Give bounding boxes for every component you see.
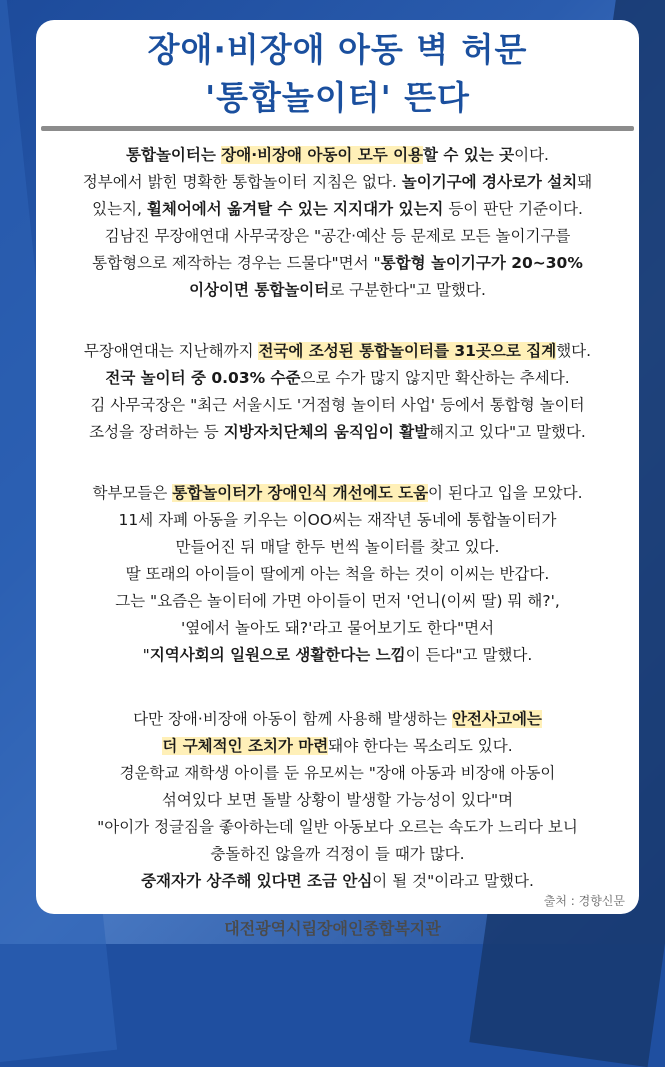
- highlighted-text: 장애·비장애 아동이 모두 이용: [221, 146, 424, 164]
- bold-text: 지방자치단체의 움직임이 활발: [223, 423, 430, 441]
- text-line: [36, 561, 639, 588]
- highlighted-text: 더 구체적인 조치가 마련: [162, 737, 329, 755]
- body-text: 이 될 것"이라고 말했다.: [372, 872, 534, 890]
- body-text: 돼야 한다는 목소리도 있다.: [328, 737, 513, 755]
- highlighted-text: 안전사고에는: [452, 710, 542, 728]
- body-text: 정부에서 밝힌 명확한 통합놀이터 지침은 없다.: [82, 173, 402, 191]
- text-line: [36, 814, 639, 841]
- text-line: [36, 841, 639, 868]
- body-text: ": [142, 646, 150, 664]
- text-line: [36, 480, 639, 507]
- text-line: [36, 760, 639, 787]
- bold-text: 통합형 놀이기구가 20~30%: [380, 254, 583, 272]
- text-line: [36, 706, 639, 733]
- text-line: [36, 588, 639, 615]
- text-line: [36, 733, 639, 760]
- text-line: [36, 868, 639, 895]
- source-credit: 출처 : 경향신문: [543, 894, 625, 908]
- body-text: "아이가 정글짐을 좋아하는데 일반 아동보다 오르는 속도가 느리다 보니: [97, 818, 578, 836]
- paragraph-2: [36, 338, 639, 446]
- text-line: [36, 223, 639, 250]
- headline-line-1: 장애·비장애 아동 벽 허문: [147, 30, 528, 69]
- text-line: [36, 392, 639, 419]
- body-text: 딸 또래의 아이들이 딸에게 아는 척을 하는 것이 이씨는 반갑다.: [125, 565, 550, 583]
- body-text: 경운학교 재학생 아이를 둔 유모씨는 "장애 아동과 비장애 아동이: [119, 764, 556, 782]
- body-text: 만들어진 뒤 매달 한두 번씩 놀이터를 찾고 있다.: [175, 538, 500, 556]
- bold-text: 지역사회의 일원으로 생활한다는 느낌: [149, 646, 406, 664]
- body-text: '옆에서 놀아도 돼?'라고 물어보기도 한다"면서: [180, 619, 495, 637]
- paragraph-4: [36, 706, 639, 895]
- headline-line-2: '통합놀이터' 뜬다: [205, 78, 470, 117]
- bold-text: 휠체어에서 옮겨탈 수 있는 지지대가 있는지: [146, 200, 444, 218]
- footer-organization: 대전광역시립장애인종합복지관: [224, 919, 441, 938]
- body-text: 조성을 장려하는 등: [89, 423, 224, 441]
- content-card: [36, 20, 639, 914]
- body-text: 학부모들은: [92, 484, 173, 502]
- body-text: 통합형으로 제작하는 경우는 드물다"면서 ": [92, 254, 381, 272]
- body-text: 해지고 있다"고 말했다.: [429, 423, 586, 441]
- body-text: 김남진 무장애연대 사무국장은 "공간·예산 등 문제로 모든 놀이기구를: [104, 227, 571, 245]
- text-line: [36, 169, 639, 196]
- body-text: 로 구분한다"고 말했다.: [329, 281, 486, 299]
- body-text: 이다.: [514, 146, 549, 164]
- body-text: 무장애연대는 지난해까지: [83, 342, 259, 360]
- text-line: [36, 615, 639, 642]
- bold-text: 할 수 있는 곳: [423, 146, 515, 164]
- body-text: 김 사무국장은 "최근 서울시도 '거점형 놀이터 사업' 등에서 통합형 놀이터: [90, 396, 585, 414]
- bold-text: 전국 놀이터 중 0.03% 수준: [105, 369, 301, 387]
- body-text: 등이 판단 기준이다.: [443, 200, 583, 218]
- body-text: 이 든다"고 말했다.: [405, 646, 533, 664]
- body-text: 으로 수가 많지 않지만 확산하는 추세다.: [300, 369, 570, 387]
- text-line: [36, 277, 639, 304]
- text-line: [36, 642, 639, 669]
- text-line: [36, 534, 639, 561]
- bold-text: 이상이면 통합놀이터: [189, 281, 330, 299]
- body-text: 11세 자폐 아동을 키우는 이OO씨는 재작년 동네에 통합놀이터가: [118, 511, 557, 529]
- headline-divider: [41, 126, 634, 131]
- paragraph-3: [36, 480, 639, 669]
- text-line: [36, 338, 639, 365]
- text-line: [36, 787, 639, 814]
- text-line: [36, 419, 639, 446]
- body-text: 돼: [577, 173, 593, 191]
- body-text: 섞여있다 보면 돌발 상황이 발생할 가능성이 있다"며: [161, 791, 514, 809]
- text-line: [36, 507, 639, 534]
- body-text: 있는지,: [92, 200, 147, 218]
- bold-text: 놀이기구에 경사로가 설치: [401, 173, 578, 191]
- text-line: [36, 250, 639, 277]
- body-text: 이 된다고 입을 모았다.: [428, 484, 583, 502]
- body-text: 충돌하진 않을까 걱정이 들 때가 많다.: [210, 845, 465, 863]
- bold-text: 중재자가 상주해 있다면 조금 안심: [141, 872, 373, 890]
- highlighted-text: 통합놀이터가 장애인식 개선에도 도움: [172, 484, 429, 502]
- body-text: 그는 "요즘은 놀이터에 가면 아이들이 먼저 '언니(이씨 딸) 뭐 해?',: [115, 592, 560, 610]
- bold-text: 통합놀이터는: [126, 146, 222, 164]
- highlighted-text: 전국에 조성된 통합놀이터를 31곳으로 집계: [258, 342, 557, 360]
- text-line: [36, 196, 639, 223]
- text-line: [36, 365, 639, 392]
- text-line: [36, 142, 639, 169]
- paragraph-1: [36, 142, 639, 304]
- body-text: 했다.: [556, 342, 592, 360]
- body-text: 다만 장애·비장애 아동이 함께 사용해 발생하는: [133, 710, 453, 728]
